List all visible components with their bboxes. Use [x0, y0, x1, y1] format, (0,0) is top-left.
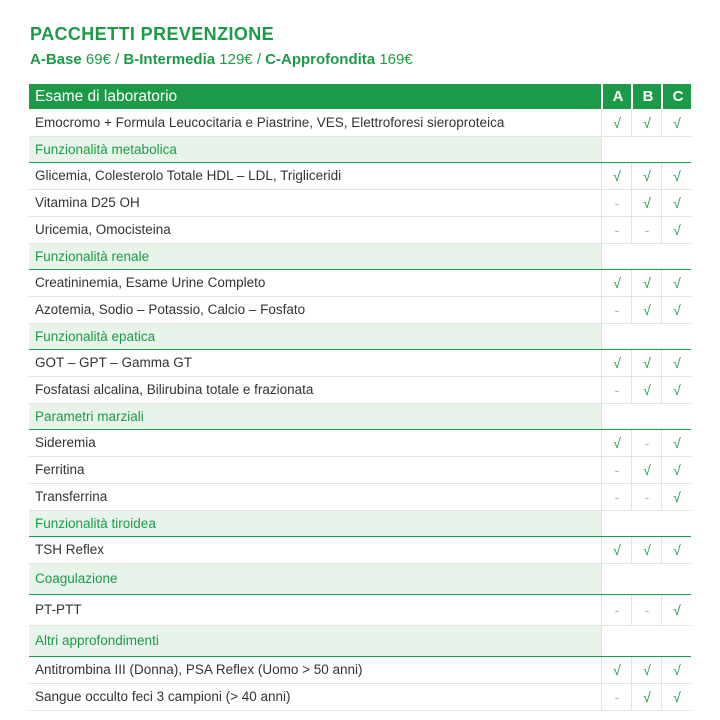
exam-name: Transferrina [35, 489, 108, 504]
check-icon: √ [643, 302, 651, 318]
package-b-cell [631, 377, 662, 403]
package-a-cell [601, 684, 632, 710]
check-icon: √ [643, 168, 651, 184]
package-c-cell [661, 377, 692, 403]
package-a-cell [601, 110, 632, 136]
package-separator: / [115, 51, 124, 68]
table-row [29, 484, 691, 511]
exam-name: Sangue occulto feci 3 campioni (> 40 anni) [35, 689, 291, 704]
package-a-cell [601, 297, 632, 323]
exam-name: Sideremia [35, 435, 96, 450]
table-body [29, 110, 691, 711]
package-a-cell [601, 657, 632, 683]
check-icon: √ [673, 489, 681, 505]
dash-icon: - [644, 435, 650, 451]
dash-icon: - [644, 222, 650, 238]
package-b-cell [631, 217, 662, 243]
package-b-cell [631, 270, 662, 296]
package-a-cell [601, 377, 632, 403]
table-row [29, 110, 691, 137]
package-c-cell [661, 684, 692, 710]
package-a-cell [601, 537, 632, 563]
package-a-cell [601, 430, 632, 456]
check-icon: √ [673, 462, 681, 478]
package-c-cell [661, 270, 692, 296]
package-b-cell [631, 350, 662, 376]
section-title: Parametri marziali [35, 409, 144, 424]
dash-icon: - [614, 689, 620, 705]
column-header-exam: Esame di laboratorio [35, 88, 178, 105]
package-b-cell [631, 457, 662, 483]
package-name: C-Approfondita [265, 51, 376, 68]
package-b-cell [631, 430, 662, 456]
check-icon: √ [613, 355, 621, 371]
package-c-cell [661, 350, 692, 376]
exam-table [29, 84, 691, 711]
package-c-cell [661, 190, 692, 216]
package-a-cell [601, 270, 632, 296]
exam-name: Ferritina [35, 462, 85, 477]
package-c-cell [661, 110, 692, 136]
package-b-cell [631, 537, 662, 563]
table-row [29, 217, 691, 244]
check-icon: √ [673, 168, 681, 184]
check-icon: √ [673, 435, 681, 451]
check-icon: √ [643, 662, 651, 678]
dash-icon: - [614, 195, 620, 211]
package-a-cell [601, 457, 632, 483]
package-b [123, 51, 265, 68]
table-row [29, 457, 691, 484]
dash-icon: - [614, 462, 620, 478]
package-c-cell [661, 657, 692, 683]
package-c-cell [661, 457, 692, 483]
table-row [29, 684, 691, 711]
check-icon: √ [643, 542, 651, 558]
package-b-cell [631, 297, 662, 323]
exam-name: TSH Reflex [35, 542, 105, 557]
check-icon: √ [673, 195, 681, 211]
section-spacer [601, 137, 692, 162]
table-row [29, 350, 691, 377]
check-icon: √ [613, 662, 621, 678]
package-c-cell [661, 297, 692, 323]
package-c-cell [661, 537, 692, 563]
check-icon: √ [613, 275, 621, 291]
package-c-cell [661, 430, 692, 456]
exam-name: Vitamina D25 OH [35, 195, 140, 210]
section-spacer [601, 564, 692, 594]
check-icon: √ [673, 382, 681, 398]
section-spacer [601, 626, 692, 656]
table-row [29, 270, 691, 297]
check-icon: √ [673, 115, 681, 131]
exam-name: Antitrombina III (Donna), PSA Reflex (Uomo > 50 anni) [35, 662, 363, 677]
check-icon: √ [643, 689, 651, 705]
check-icon: √ [673, 542, 681, 558]
package-a-cell [601, 595, 632, 625]
check-icon: √ [673, 602, 681, 618]
section-title: Funzionalità renale [35, 249, 150, 264]
column-header-b: B [631, 84, 663, 109]
table-row [29, 163, 691, 190]
check-icon: √ [643, 195, 651, 211]
section-header [29, 511, 691, 537]
check-icon: √ [613, 115, 621, 131]
check-icon: √ [643, 275, 651, 291]
package-c-cell [661, 595, 692, 625]
package-b-cell [631, 595, 662, 625]
check-icon: √ [673, 302, 681, 318]
package-b-cell [631, 190, 662, 216]
section-header [29, 626, 691, 657]
package-b-cell [631, 657, 662, 683]
exam-name: Glicemia, Colesterolo Totale HDL – LDL, Trigliceridi [35, 168, 342, 183]
package-a-cell [601, 350, 632, 376]
section-spacer [601, 511, 692, 536]
package-separator: / [256, 51, 266, 68]
exam-name: Creatininemia, Esame Urine Completo [35, 275, 266, 290]
package-a-cell [601, 190, 632, 216]
package-a [30, 51, 123, 68]
package-price: 129€ [219, 51, 253, 68]
package-prices [30, 51, 413, 68]
section-title: Altri approfondimenti [35, 633, 159, 648]
check-icon: √ [643, 382, 651, 398]
column-header-c: C [661, 84, 693, 109]
package-name: B-Intermedia [123, 51, 216, 68]
check-icon: √ [613, 435, 621, 451]
exam-name: Fosfatasi alcalina, Bilirubina totale e frazionata [35, 382, 314, 397]
check-icon: √ [643, 355, 651, 371]
check-icon: √ [613, 542, 621, 558]
check-icon: √ [643, 115, 651, 131]
table-row [29, 657, 691, 684]
exam-name: GOT – GPT – Gamma GT [35, 355, 193, 370]
dash-icon: - [614, 382, 620, 398]
dash-icon: - [614, 489, 620, 505]
package-a-cell [601, 484, 632, 510]
table-row [29, 537, 691, 564]
dash-icon: - [644, 489, 650, 505]
package-b-cell [631, 684, 662, 710]
column-header-a: A [601, 84, 633, 109]
dash-icon: - [644, 602, 650, 618]
table-row [29, 430, 691, 457]
section-title: Funzionalità tiroidea [35, 516, 156, 531]
package-price: 169€ [379, 51, 413, 68]
package-a-cell [601, 163, 632, 189]
check-icon: √ [673, 275, 681, 291]
check-icon: √ [643, 462, 651, 478]
table-row [29, 190, 691, 217]
section-header [29, 324, 691, 350]
section-spacer [601, 244, 692, 269]
check-icon: √ [673, 355, 681, 371]
package-c-cell [661, 217, 692, 243]
dash-icon: - [614, 222, 620, 238]
package-b-cell [631, 110, 662, 136]
package-c [265, 51, 413, 68]
exam-name: Azotemia, Sodio – Potassio, Calcio – Fosfato [35, 302, 306, 317]
table-row [29, 377, 691, 404]
package-c-cell [661, 484, 692, 510]
exam-name: Emocromo + Formula Leucocitaria e Piastrine, VES, Elettroforesi sieroproteica [35, 115, 505, 130]
package-a-cell [601, 217, 632, 243]
section-header [29, 564, 691, 595]
check-icon: √ [613, 168, 621, 184]
section-title: Funzionalità epatica [35, 329, 156, 344]
page-title: PACCHETTI PREVENZIONE [30, 24, 275, 44]
check-icon: √ [673, 662, 681, 678]
exam-name: Uricemia, Omocisteina [35, 222, 171, 237]
dash-icon: - [614, 602, 620, 618]
dash-icon: - [614, 302, 620, 318]
section-spacer [601, 324, 692, 349]
section-spacer [601, 404, 692, 429]
check-icon: √ [673, 689, 681, 705]
section-title: Coagulazione [35, 571, 118, 586]
package-b-cell [631, 484, 662, 510]
exam-name: PT-PTT [35, 602, 82, 617]
package-b-cell [631, 163, 662, 189]
table-row [29, 297, 691, 324]
section-header [29, 404, 691, 430]
package-price: 69€ [85, 51, 111, 68]
table-row [29, 595, 691, 626]
section-header [29, 137, 691, 163]
section-title: Funzionalità metabolica [35, 142, 177, 157]
package-name: A-Base [30, 51, 82, 68]
package-c-cell [661, 163, 692, 189]
table-header [29, 84, 691, 110]
check-icon: √ [673, 222, 681, 238]
section-header [29, 244, 691, 270]
